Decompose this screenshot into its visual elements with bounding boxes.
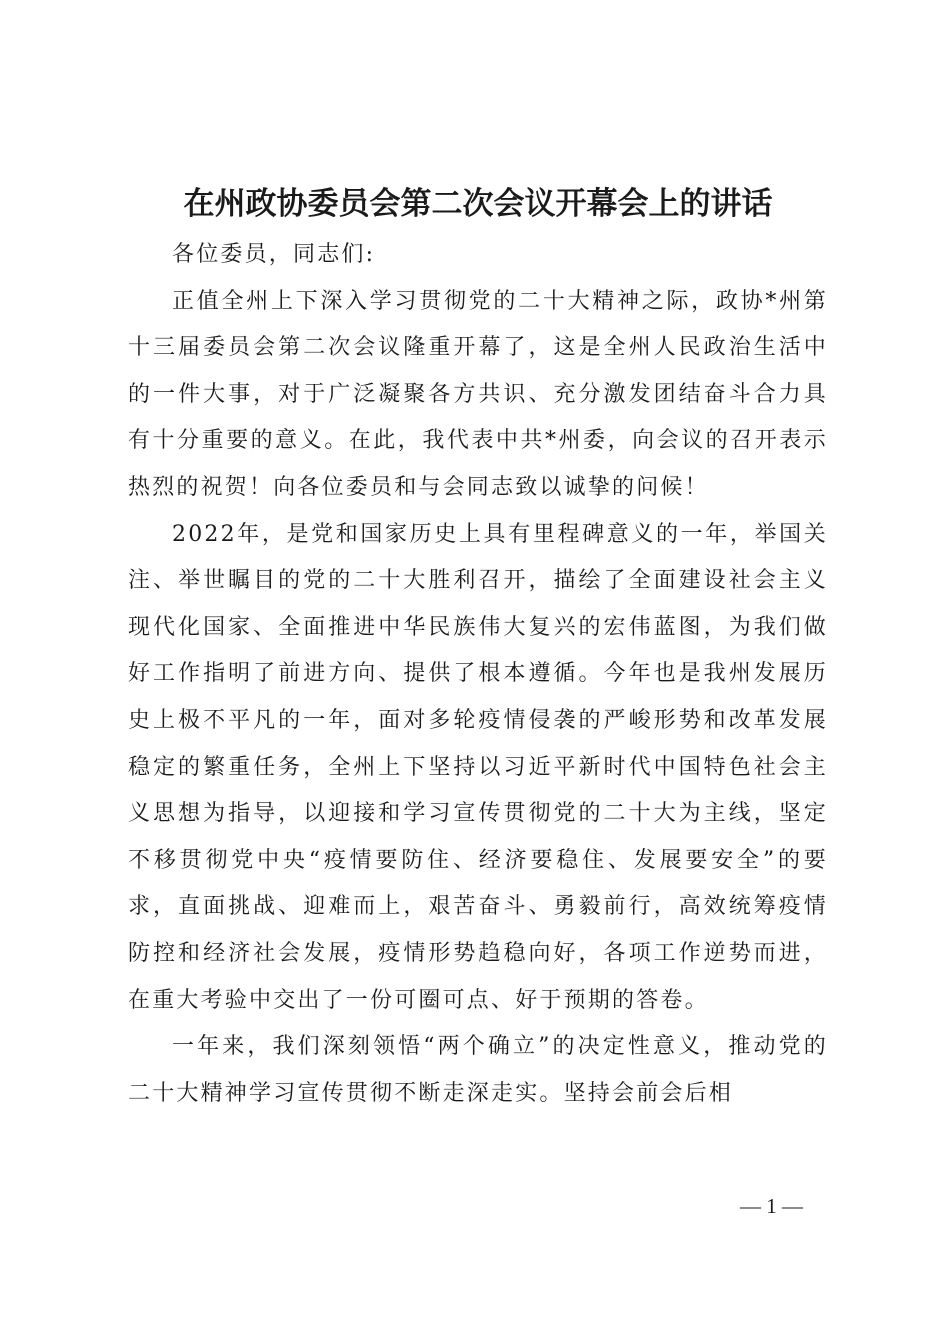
paragraph-2: 2022年，是党和国家历史上具有里程碑意义的一年，举国关注、举世瞩目的党的二十大胜利召开，描绘了全面建设社会主义现代化国家、全面推进中华民族伟大复兴的宏伟蓝图，为我们做好工作指明了前进方向、提供了根本遵循。今年也是我州发展历史上极不平凡的一年，面对多轮疫情侵袭的严峻形势和改革发展稳定的繁重任务，全州上下坚持以习近平新时代中国特色社会主义思想为指导，以迎接和学习宣传贯彻党的二十大为主线，坚定不移贯彻党中央“疫情要防住、经济要稳住、发展要安全”的要求，直面挑战、迎难而上，艰苦奋斗、勇毅前行，高效统筹疫情防控和经济社会发展，疫情形势趋稳向好，各项工作逆势而进，在重大考验中交出了一份可圈可点、好于预期的答卷。 [128,521,828,1013]
page-number: — 1 — [740,1194,803,1218]
document-body [128,232,828,1117]
paragraph-3: 一年来，我们深刻领悟“两个确立”的决定性意义，推动党的二十大精神学习宣传贯彻不断走深走实。坚持会前会后相 [128,1034,828,1106]
paragraph-1: 正值全州上下深入学习贯彻党的二十大精神之际，政协*州第十三届委员会第二次会议隆重开幕了，这是全州人民政治生活中的一件大事，对于广泛凝聚各方共识、充分激发团结奋斗合力具有十分重要的意义。在此，我代表中共*州委，向会议的召开表示热烈的祝贺！向各位委员和与会同志致以诚挚的问候！ [128,288,828,500]
salutation: 各位委员，同志们: [172,242,376,267]
document-title: 在州政协委员会第二次会议开幕会上的讲话 [183,186,773,222]
